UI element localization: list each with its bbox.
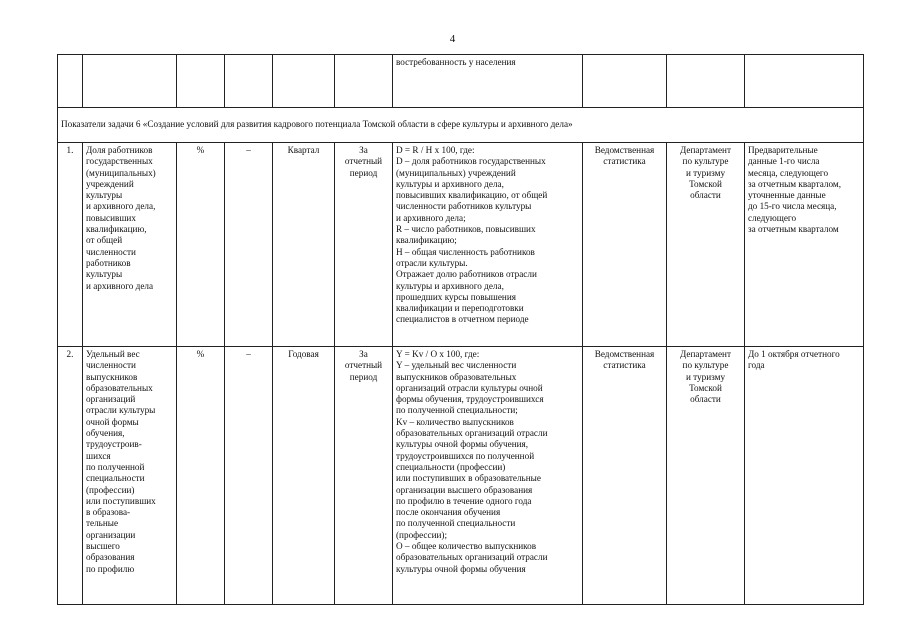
- periodicity: Квартал: [273, 143, 335, 347]
- periodicity: Годовая: [273, 347, 335, 605]
- table-row: [58, 143, 864, 347]
- dash-cell: –: [225, 347, 273, 605]
- data-source: Ведомственная статистика: [583, 143, 667, 347]
- section-row: [58, 108, 864, 143]
- section-title: Показатели задачи 6 «Создание условий для развития кадрового потенциала Томской области в сфере культуры и архивного дела»: [58, 108, 864, 143]
- dash-cell: –: [225, 143, 273, 347]
- continuation-row: [58, 55, 864, 108]
- indicators-table: [57, 54, 864, 605]
- time-frame: За отчетный период: [335, 347, 393, 605]
- unit: %: [177, 143, 225, 347]
- continuation-formula: востребованность у населения: [393, 55, 583, 108]
- deadline: Предварительные данные 1-го числа месяца, следующего за отчетным кварталом, уточненные данные до 15-го числа месяца, следующего за отчетным кварталом: [745, 143, 864, 347]
- formula: Y = Kv / O x 100, где: Y – удельный вес численности выпускников образовательных организаций отрасли культуры очной формы обучения, трудоустроившихся по полученной специальности; Kv – количество выпускников образовательных организаций отрасли культуры очной формы обучения, трудоустроившихся по полученной специальности (профессии) или поступивших в образовательные организации высшего образования по профилю в течение одного года после окончания обучения по полученной специальности (профессии); O – общее количество выпускников образовательных организаций отрасли культуры очной формы обучения: [393, 347, 583, 605]
- row-number: 1.: [58, 143, 83, 347]
- data-source: Ведомственная статистика: [583, 347, 667, 605]
- indicator-name: Доля работников государственных (муниципальных) учреждений культуры и архивного дела, повысивших квалификацию, от общей численности работников культуры и архивного дела: [83, 143, 177, 347]
- responsible: Департамент по культуре и туризму Томской области: [667, 347, 745, 605]
- unit: %: [177, 347, 225, 605]
- responsible: Департамент по культуре и туризму Томской области: [667, 143, 745, 347]
- page-number: 4: [449, 33, 456, 45]
- table-row: [58, 347, 864, 605]
- indicator-name: Удельный вес численности выпускников образовательных организаций отрасли культуры очной формы обучения, трудоустроив- шихся по полученной специальности (профессии) или поступивших в образова- тельные организации высшего образования по профилю: [83, 347, 177, 605]
- row-number: 2.: [58, 347, 83, 605]
- formula: D = R / H x 100, где: D – доля работников государственных (муниципальных) учреждений культуры и архивного дела, повысивших квалификацию, от общей численности работников культуры и архивного дела; R – число работников, повысивших квалификацию; H – общая численность работников отрасли культуры. Отражает долю работников отрасли культуры и архивного дела, прошедших курсы повышения квалификации и переподготовки специалистов в отчетном периоде: [393, 143, 583, 347]
- time-frame: За отчетный период: [335, 143, 393, 347]
- deadline: До 1 октября отчетного года: [745, 347, 864, 605]
